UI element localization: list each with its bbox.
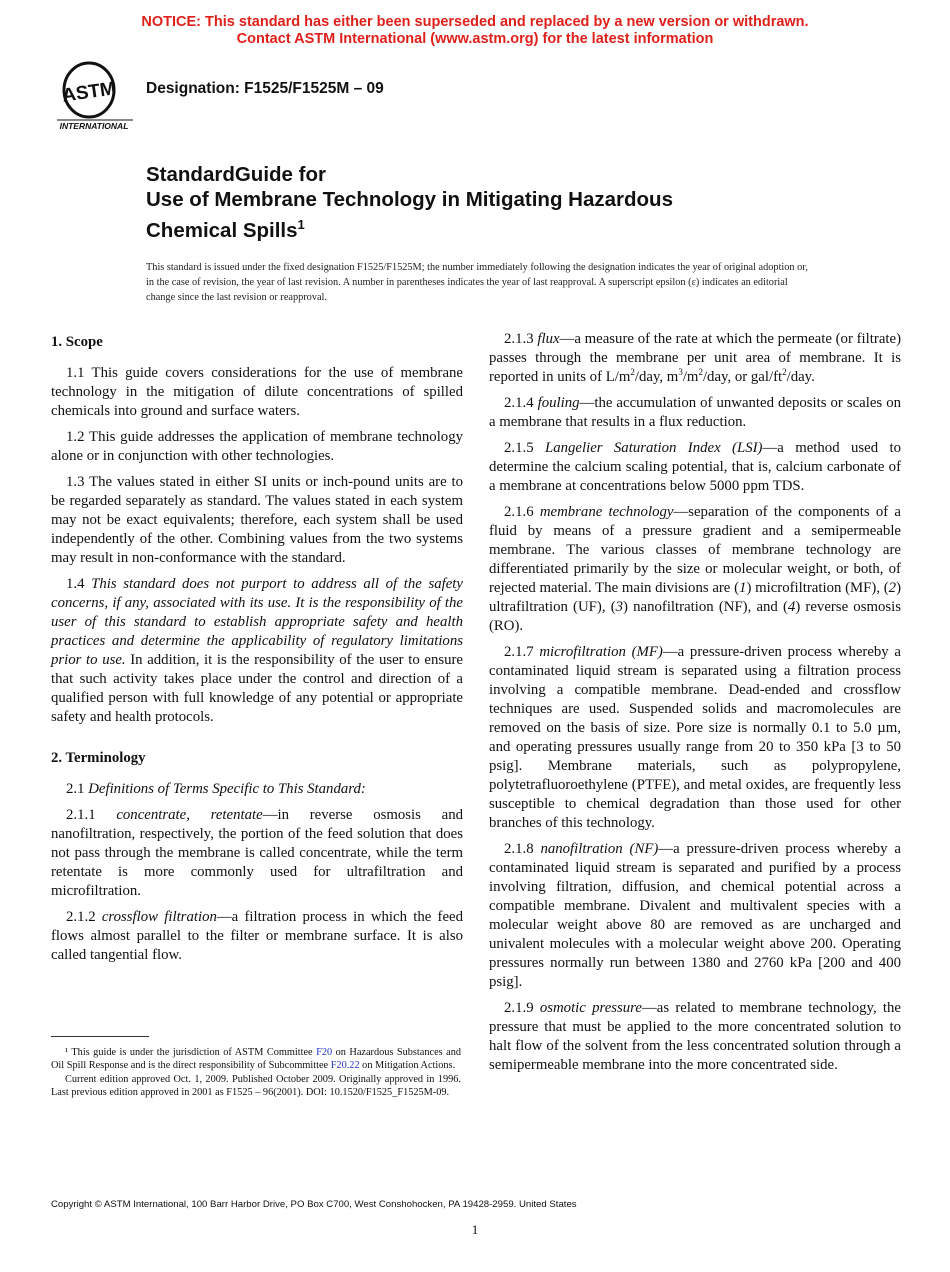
p2-1-4-definition: —the accumulation of unwanted deposits or scales on a membrane that results in a flux reduction.: [489, 395, 901, 430]
paragraph-2-1-7: [489, 643, 901, 833]
p2-1-6-text: ) ultrafiltration (UF), (: [489, 580, 901, 615]
list-number: 3: [615, 599, 624, 615]
p2-1-6-number: 2.1.6: [504, 504, 540, 520]
section-heading-scope: 1. Scope: [51, 334, 103, 350]
paragraph-2-1-3: [489, 330, 901, 387]
p1-4-number: 1.4: [66, 576, 92, 592]
withdrawal-notice: [0, 14, 950, 48]
unit-exponent: 2: [782, 367, 787, 378]
svg-text:INTERNATIONAL: INTERNATIONAL: [59, 121, 129, 131]
unit-exponent: 2: [698, 367, 703, 378]
p2-1-7-definition: —a pressure-driven process whereby a contaminated liquid stream is separated using a filtration process involving a compatible membrane. Dead-ended and crossflow techniques are used. Suspended solids and macromolecules are removed on the basis of size. Pore size is normally 0.1 to 5.0 µm, and operating pressures usually range from 20 to 350 kPa [3 to 50 psig]. Membrane materials, such as polypropylene, polytetrafluoroethylene (PTFE), and metal oxides, are frequently less susceptible to chemical degradation than those used for other branches of this technology.: [489, 644, 901, 831]
p2-1-6-term: membrane technology: [539, 504, 674, 520]
p2-1-3-term: flux: [537, 331, 560, 347]
p2-1-7-number: 2.1.7: [504, 644, 540, 660]
paragraph-2-1-5: [489, 439, 901, 496]
p2-1-8-definition: —a pressure-driven process whereby a contaminated liquid stream is separated and purified by a process involving filtration, diffusion, and chemical potential across a compatible membrane. Divalent and multivalent species with a molecular weight above 80 are removed as are uncharged and univalent molecules with a molecular weight above 200. Operating pressures normally run between 1380 and 2760 kPa [200 and 400 psig].: [489, 841, 901, 990]
p2-1-4-term: fouling: [537, 395, 580, 411]
paragraph-2-1: [51, 780, 463, 799]
astm-logo: [53, 56, 135, 132]
paragraph-1-3: 1.3 The values stated in either SI units or inch-pound units are to be regarded separately as standard. The values stated in each system may not be exact equivalents; therefore, each system shall be used independently of the other. Combining values from the two systems may result in non-conformance with the standard.: [51, 474, 463, 566]
footnote-edition: Current edition approved Oct. 1, 2009. Published October 2009. Originally approved in 1996. Last previous edition approved in 2001 as F1525 – 96(2001). DOI: 10.1520/F1525_F1525M-09.: [51, 1074, 461, 1098]
p1-4-rest: In addition, it is the responsibility of the user to ensure that such activity takes place under the control and direction of a qualified person with full knowledge of any potential or appropriate safety and health protocols.: [51, 652, 463, 725]
p2-1-2-number: 2.1.2: [66, 909, 102, 925]
p2-1-5-number: 2.1.5: [504, 440, 545, 456]
paragraph-2-1-4: [489, 394, 901, 432]
p2-1-4-number: 2.1.4: [504, 395, 538, 411]
p2-1-7-term: microfiltration (MF): [539, 644, 663, 660]
list-number: 1: [739, 580, 747, 596]
list-number: 4: [787, 599, 796, 615]
title-footnote-ref: 1: [297, 217, 305, 232]
p2-1-number: 2.1: [66, 781, 89, 797]
designation: Designation: F1525/F1525M – 09: [146, 80, 384, 97]
notice-line-2: Contact ASTM International (www.astm.org) for the latest information: [236, 31, 714, 47]
paragraph-2-1-9: [489, 999, 901, 1075]
p1-4-safety-statement: This standard does not purport to address all of the safety concerns, if any, associated with its use. It is the responsibility of the user of this standard to establish appropriate safety and health practices and determine the applicability of regulatory limitations prior to use.: [51, 576, 463, 668]
title-line-1: StandardGuide for: [146, 163, 326, 186]
p2-1-8-term: nanofiltration (NF): [540, 841, 659, 857]
p2-1-6-text: ) microfiltration (MF), (: [746, 580, 889, 596]
copyright-line: Copyright © ASTM International, 100 Barr Harbor Drive, PO Box C700, West Conshohocken, PA 19428-2959. United States: [51, 1199, 577, 1210]
notice-line-1: NOTICE: This standard has either been superseded and replaced by a new version or withdrawn.: [141, 14, 809, 30]
paragraph-2-1-8: [489, 840, 901, 992]
page-number: 1: [471, 1222, 479, 1237]
p2-1-5-term: Langelier Saturation Index (LSI): [544, 440, 763, 456]
p2-1-1-definition: —in reverse osmosis and nanofiltration, respectively, the portion of the feed solution that does not pass through the membrane is called concentrate, while the term retentate is more commonly used for ultrafiltration and microfiltration.: [51, 807, 463, 899]
right-column: [489, 330, 901, 1082]
title-line-3-text: Chemical Spills: [146, 218, 298, 242]
p2-1-6-text: ) reverse osmosis (RO).: [489, 599, 901, 634]
footnote-1-text: on Mitigation Actions.: [359, 1060, 456, 1071]
footnotes: [51, 1046, 461, 1100]
p2-1-2-definition: —a filtration process in which the feed flows almost parallel to the filter or membrane surface. It is also called tangential flow.: [51, 909, 463, 963]
committee-f20-link[interactable]: F20: [316, 1047, 333, 1058]
paragraph-2-1-1: [51, 806, 463, 901]
unit-text: /day, m: [634, 369, 679, 385]
issue-note: This standard is issued under the fixed designation F1525/F1525M; the number immediately following the designation indicates the year of original adoption or, in the case of revision, the year of last revision. A number in parentheses indicates the year of last reapproval. A superscript epsilon (ε) indicates an editorial change since the last revision or reapproval.: [146, 262, 808, 303]
p2-1-5-definition: —a method used to determine the calcium scaling potential, that is, calcium carbonate of a membrane at concentrations below 5000 ppm TDS.: [489, 440, 902, 494]
p2-1-6-definition: —separation of the components of a fluid by means of a pressure gradient and a semipermeable membrane. The various classes of membrane technology are differentiated primarily by the size or molecular weight, or both, of rejected material. The main divisions are (: [489, 504, 901, 596]
p2-1-6-text: ) nanofiltration (NF), and (: [623, 599, 788, 615]
paragraph-1-1: 1.1 This guide covers considerations for the use of membrane technology in the mitigation of dilute concentrations of spilled chemicals into ground and surface waters.: [51, 365, 463, 419]
document-title: [146, 162, 673, 243]
footnote-1-text: on Hazardous Substances and Oil Spill Response and is the direct responsibility of Subcommittee: [51, 1047, 462, 1071]
p2-1-1-number: 2.1.1: [66, 807, 117, 823]
p2-1-9-definition: —as related to membrane technology, the pressure that must be applied to the more concentrated solution to halt flow of the solvent from the less concentrated solution through a semipermeable membrane into the more concentrated side.: [489, 1000, 902, 1073]
section-heading-terminology: 2. Terminology: [51, 750, 146, 766]
title-line-3: [146, 212, 673, 243]
title-line-2: Use of Membrane Technology in Mitigating Hazardous: [146, 188, 673, 211]
footnote-1: [51, 1046, 461, 1072]
p2-1-8-number: 2.1.8: [504, 841, 541, 857]
p2-1-9-term: osmotic pressure: [539, 1000, 642, 1016]
p2-1-1-term: concentrate, retentate: [116, 807, 263, 823]
p2-1-2-term: crossflow filtration: [101, 909, 217, 925]
paragraph-2-1-6: [489, 503, 901, 636]
unit-text: /day.: [786, 369, 815, 385]
unit-text: /day, or gal/ft: [702, 369, 783, 385]
paragraph-1-4: [51, 575, 463, 727]
left-column: [51, 330, 463, 972]
unit-exponent: 2: [630, 367, 635, 378]
unit-text: /m: [682, 369, 699, 385]
paragraph-1-2: 1.2 This guide addresses the application of membrane technology alone or in conjunction with other technologies.: [51, 429, 463, 464]
p2-1-9-number: 2.1.9: [504, 1000, 540, 1016]
unit-exponent: 3: [678, 367, 683, 378]
p2-1-title: Definitions of Terms Specific to This Standard:: [88, 781, 366, 797]
svg-text:ASTM: ASTM: [60, 78, 118, 107]
subcommittee-f20-22-link[interactable]: F20.22: [330, 1060, 360, 1071]
list-number: 2: [888, 580, 897, 596]
footnote-1-text: ¹ This guide is under the jurisdiction of ASTM Committee: [65, 1047, 317, 1058]
footnote-divider: [51, 1036, 149, 1037]
paragraph-2-1-2: [51, 908, 463, 965]
p2-1-3-number: 2.1.3: [504, 331, 538, 347]
p2-1-3-definition: —a measure of the rate at which the permeate (or filtrate) passes through the membrane per unit area of membrane. It is reported in units of L/m: [489, 331, 901, 385]
